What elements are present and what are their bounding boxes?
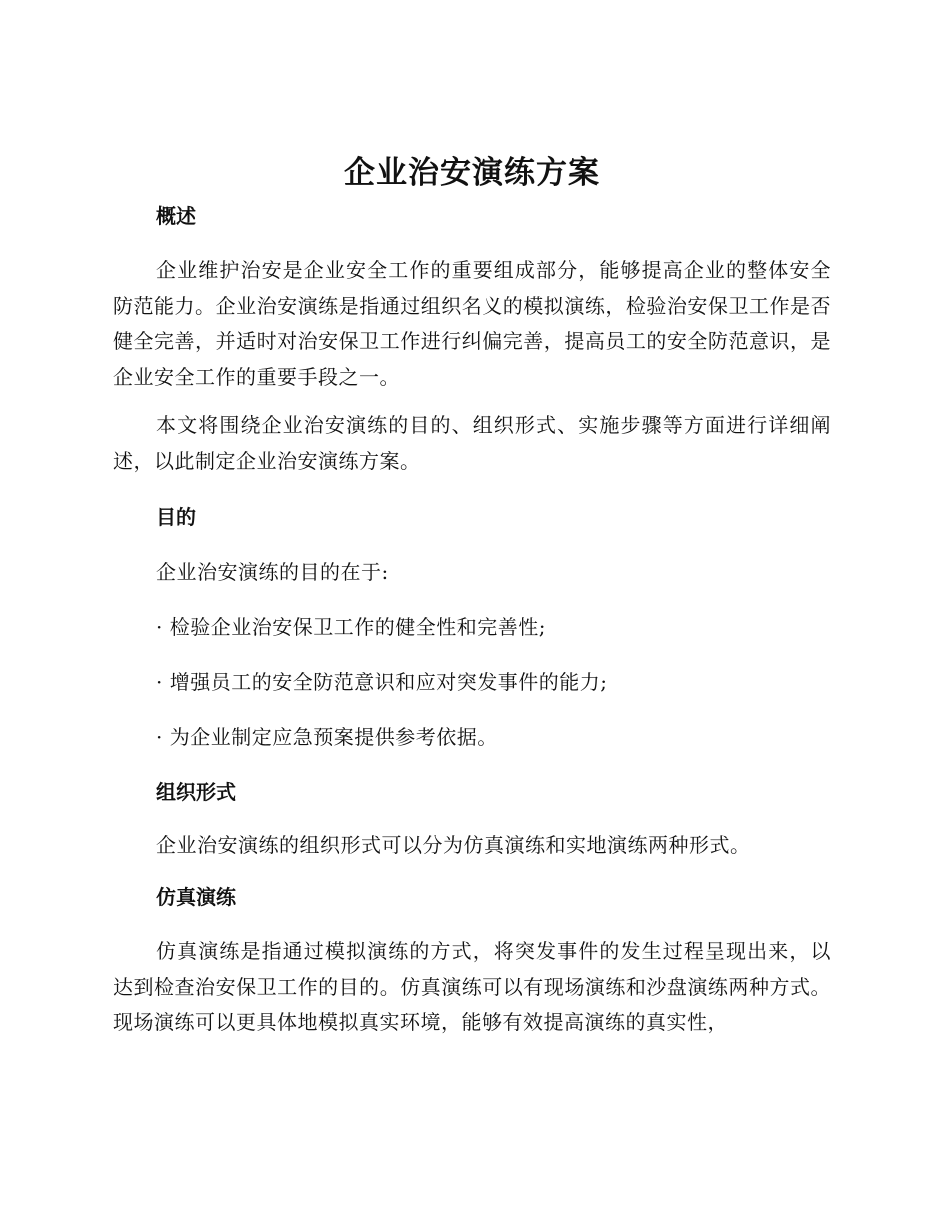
purpose-bullet-item: · 为企业制定应急预案提供参考依据。 [156, 725, 498, 749]
simulation-paragraph: 仿真演练是指通过模拟演练的方式，将突发事件的发生过程呈现出来，以达到检查治安保卫工作的目的。仿真演练可以有现场演练和沙盘演练两种方式。现场演练可以更具体地模拟真实环境，能够有效提高演练的真实性， [113, 939, 831, 1034]
section-heading-organization: 组织形式 [156, 780, 236, 804]
section-heading-simulation: 仿真演练 [156, 885, 236, 909]
overview-paragraph-1: 企业维护治安是企业安全工作的重要组成部分，能够提高企业的整体安全防范能力。企业治安演练是指通过组织名义的模拟演练，检验治安保卫工作是否健全完善，并适时对治安保卫工作进行纠偏完善，提高员工的安全防范意识，是企业安全工作的重要手段之一。 [113, 258, 831, 389]
section-heading-purpose: 目的 [156, 505, 196, 529]
purpose-intro: 企业治安演练的目的在于: [156, 560, 389, 584]
purpose-bullet-item: · 增强员工的安全防范意识和应对突发事件的能力; [156, 670, 608, 694]
purpose-bullet-item: · 检验企业治安保卫工作的健全性和完善性; [156, 615, 546, 639]
organization-paragraph: 企业治安演练的组织形式可以分为仿真演练和实地演练两种形式。 [156, 833, 751, 857]
document-title: 企业治安演练方案 [344, 155, 600, 191]
document-body [113, 148, 831, 1041]
section-heading-overview: 概述 [156, 204, 196, 228]
overview-paragraph-2: 本文将围绕企业治安演练的目的、组织形式、实施步骤等方面进行详细阐述，以此制定企业治安演练方案。 [113, 413, 831, 473]
